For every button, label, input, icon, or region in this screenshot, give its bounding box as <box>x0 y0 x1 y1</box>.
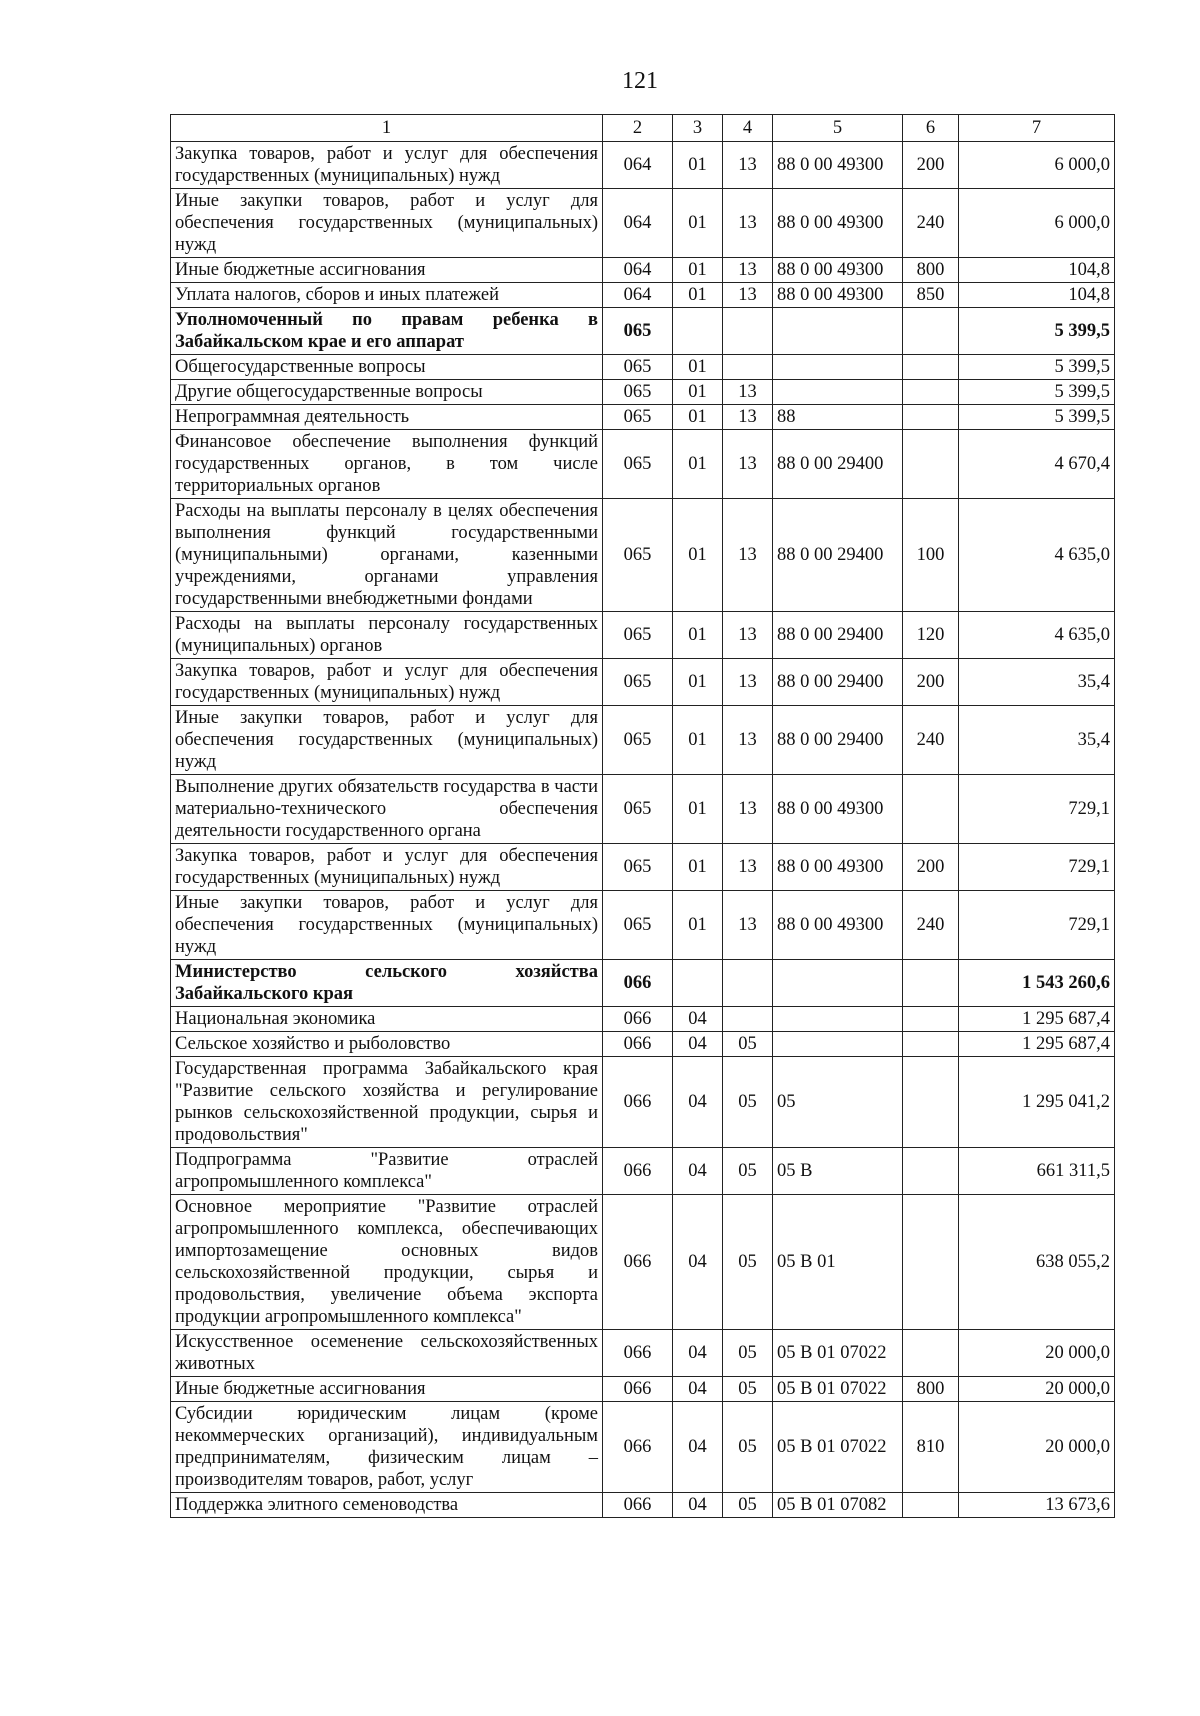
row-name-cell: Уполномоченный по правам ребенка в Забайкальском крае и его аппарат <box>171 308 603 355</box>
column-header: 3 <box>673 115 723 142</box>
row-amount-cell: 1 295 687,4 <box>959 1032 1115 1057</box>
row-name-cell: Иные закупки товаров, работ и услуг для обеспечения государственных (муниципальных) нужд <box>171 891 603 960</box>
table-row <box>171 430 1115 499</box>
row-expense-type-cell <box>903 775 959 844</box>
row-target-article-cell: 88 0 00 49300 <box>773 844 903 891</box>
row-section-cell: 01 <box>673 430 723 499</box>
row-subsection-cell: 13 <box>723 258 773 283</box>
row-section-cell: 04 <box>673 1195 723 1330</box>
row-target-article-cell <box>773 1007 903 1032</box>
row-amount-cell: 1 295 687,4 <box>959 1007 1115 1032</box>
row-target-article-cell: 05 В 01 07022 <box>773 1330 903 1377</box>
table-row <box>171 499 1115 612</box>
row-amount-cell: 35,4 <box>959 706 1115 775</box>
row-target-article-cell: 88 0 00 49300 <box>773 142 903 189</box>
column-header: 2 <box>603 115 673 142</box>
row-amount-cell: 5 399,5 <box>959 405 1115 430</box>
page-number: 121 <box>622 68 658 94</box>
row-name-cell: Расходы на выплаты персоналу в целях обеспечения выполнения функций государственными (муниципальными) органами, казенными учреждениями, органами управления государственными внебюджетными фондами <box>171 499 603 612</box>
row-section-cell: 01 <box>673 659 723 706</box>
row-ministry-code-cell: 065 <box>603 430 673 499</box>
row-name-cell: Уплата налогов, сборов и иных платежей <box>171 283 603 308</box>
row-expense-type-cell <box>903 960 959 1007</box>
row-subsection-cell: 13 <box>723 844 773 891</box>
row-ministry-code-cell: 065 <box>603 380 673 405</box>
row-expense-type-cell <box>903 1057 959 1148</box>
table-body <box>171 142 1115 1518</box>
row-section-cell: 01 <box>673 844 723 891</box>
row-ministry-code-cell: 064 <box>603 258 673 283</box>
row-subsection-cell <box>723 1007 773 1032</box>
row-amount-cell: 4 635,0 <box>959 499 1115 612</box>
row-expense-type-cell <box>903 1032 959 1057</box>
row-name-cell: Расходы на выплаты персоналу государственных (муниципальных) органов <box>171 612 603 659</box>
column-header: 4 <box>723 115 773 142</box>
row-ministry-code-cell: 065 <box>603 659 673 706</box>
row-section-cell: 04 <box>673 1148 723 1195</box>
table-row <box>171 189 1115 258</box>
table-row <box>171 659 1115 706</box>
row-name-cell: Субсидии юридическим лицам (кроме некоммерческих организаций), индивидуальным предпринимателям, физическим лицам – производителям товаров, работ, услуг <box>171 1402 603 1493</box>
row-expense-type-cell <box>903 308 959 355</box>
row-expense-type-cell: 120 <box>903 612 959 659</box>
row-section-cell: 04 <box>673 1330 723 1377</box>
row-ministry-code-cell: 065 <box>603 405 673 430</box>
row-section-cell: 01 <box>673 258 723 283</box>
row-subsection-cell: 13 <box>723 891 773 960</box>
row-ministry-code-cell: 064 <box>603 283 673 308</box>
table-row <box>171 355 1115 380</box>
row-target-article-cell <box>773 308 903 355</box>
row-subsection-cell <box>723 308 773 355</box>
row-name-cell: Поддержка элитного семеноводства <box>171 1493 603 1518</box>
row-ministry-code-cell: 065 <box>603 355 673 380</box>
row-target-article-cell: 05 В 01 07022 <box>773 1377 903 1402</box>
row-subsection-cell: 13 <box>723 499 773 612</box>
row-target-article-cell <box>773 960 903 1007</box>
table-row <box>171 1377 1115 1402</box>
row-subsection-cell: 13 <box>723 430 773 499</box>
row-ministry-code-cell: 066 <box>603 1007 673 1032</box>
table-row <box>171 380 1115 405</box>
row-section-cell: 01 <box>673 405 723 430</box>
row-amount-cell: 35,4 <box>959 659 1115 706</box>
row-expense-type-cell <box>903 1330 959 1377</box>
row-ministry-code-cell: 066 <box>603 960 673 1007</box>
row-subsection-cell: 13 <box>723 405 773 430</box>
row-expense-type-cell <box>903 1493 959 1518</box>
row-amount-cell: 1 295 041,2 <box>959 1057 1115 1148</box>
row-name-cell: Закупка товаров, работ и услуг для обеспечения государственных (муниципальных) нужд <box>171 142 603 189</box>
row-amount-cell: 20 000,0 <box>959 1402 1115 1493</box>
row-expense-type-cell: 200 <box>903 659 959 706</box>
row-subsection-cell: 05 <box>723 1377 773 1402</box>
row-target-article-cell: 88 0 00 29400 <box>773 430 903 499</box>
row-ministry-code-cell: 065 <box>603 308 673 355</box>
row-section-cell: 01 <box>673 142 723 189</box>
table-row <box>171 405 1115 430</box>
table-row <box>171 1148 1115 1195</box>
row-amount-cell: 5 399,5 <box>959 308 1115 355</box>
row-amount-cell: 661 311,5 <box>959 1148 1115 1195</box>
row-target-article-cell: 88 0 00 49300 <box>773 283 903 308</box>
row-subsection-cell: 13 <box>723 283 773 308</box>
row-amount-cell: 13 673,6 <box>959 1493 1115 1518</box>
table-row <box>171 1195 1115 1330</box>
row-ministry-code-cell: 066 <box>603 1148 673 1195</box>
row-subsection-cell: 05 <box>723 1402 773 1493</box>
row-section-cell: 01 <box>673 775 723 844</box>
row-expense-type-cell: 810 <box>903 1402 959 1493</box>
row-section-cell: 04 <box>673 1493 723 1518</box>
row-target-article-cell: 88 0 00 29400 <box>773 706 903 775</box>
row-ministry-code-cell: 066 <box>603 1330 673 1377</box>
row-target-article-cell: 05 В 01 07022 <box>773 1402 903 1493</box>
row-ministry-code-cell: 065 <box>603 706 673 775</box>
row-ministry-code-cell: 065 <box>603 612 673 659</box>
row-ministry-code-cell: 065 <box>603 775 673 844</box>
row-subsection-cell: 13 <box>723 775 773 844</box>
row-ministry-code-cell: 064 <box>603 189 673 258</box>
row-subsection-cell: 13 <box>723 380 773 405</box>
row-amount-cell: 729,1 <box>959 891 1115 960</box>
row-ministry-code-cell: 066 <box>603 1402 673 1493</box>
row-subsection-cell: 05 <box>723 1057 773 1148</box>
row-target-article-cell: 88 0 00 49300 <box>773 891 903 960</box>
row-name-cell: Государственная программа Забайкальского края "Развитие сельского хозяйства и регулирование рынков сельскохозяйственной продукции, сырья и продовольствия" <box>171 1057 603 1148</box>
row-name-cell: Основное мероприятие "Развитие отраслей агропромышленного комплекса, обеспечивающих импортозамещение основных видов сельскохозяйственной продукции, сырья и продовольствия, увеличение объема экспорта продукции агропромышленного комплекса" <box>171 1195 603 1330</box>
row-ministry-code-cell: 065 <box>603 844 673 891</box>
row-section-cell: 01 <box>673 891 723 960</box>
row-subsection-cell: 13 <box>723 659 773 706</box>
row-expense-type-cell: 240 <box>903 706 959 775</box>
row-expense-type-cell: 800 <box>903 258 959 283</box>
row-expense-type-cell <box>903 380 959 405</box>
row-amount-cell: 5 399,5 <box>959 380 1115 405</box>
row-target-article-cell <box>773 1032 903 1057</box>
row-amount-cell: 20 000,0 <box>959 1377 1115 1402</box>
row-ministry-code-cell: 066 <box>603 1195 673 1330</box>
table-row <box>171 1402 1115 1493</box>
column-header: 5 <box>773 115 903 142</box>
row-target-article-cell: 88 <box>773 405 903 430</box>
row-expense-type-cell <box>903 1148 959 1195</box>
table-row <box>171 1057 1115 1148</box>
row-name-cell: Министерство сельского хозяйства Забайкальского края <box>171 960 603 1007</box>
row-subsection-cell: 05 <box>723 1493 773 1518</box>
row-name-cell: Иные бюджетные ассигнования <box>171 258 603 283</box>
row-subsection-cell: 13 <box>723 142 773 189</box>
row-expense-type-cell: 240 <box>903 189 959 258</box>
table-header-row <box>171 115 1115 142</box>
row-target-article-cell: 88 0 00 49300 <box>773 775 903 844</box>
row-subsection-cell: 13 <box>723 612 773 659</box>
row-amount-cell: 104,8 <box>959 283 1115 308</box>
table-row <box>171 1032 1115 1057</box>
row-name-cell: Общегосударственные вопросы <box>171 355 603 380</box>
row-expense-type-cell: 240 <box>903 891 959 960</box>
row-section-cell: 04 <box>673 1402 723 1493</box>
row-target-article-cell: 88 0 00 49300 <box>773 258 903 283</box>
row-subsection-cell: 13 <box>723 189 773 258</box>
row-section-cell: 01 <box>673 380 723 405</box>
row-target-article-cell: 88 0 00 49300 <box>773 189 903 258</box>
row-subsection-cell: 13 <box>723 706 773 775</box>
row-expense-type-cell <box>903 1195 959 1330</box>
row-target-article-cell: 88 0 00 29400 <box>773 659 903 706</box>
row-name-cell: Финансовое обеспечение выполнения функций государственных органов, в том числе территориальных органов <box>171 430 603 499</box>
row-name-cell: Иные закупки товаров, работ и услуг для обеспечения государственных (муниципальных) нужд <box>171 706 603 775</box>
row-name-cell: Подпрограмма "Развитие отраслей агропромышленного комплекса" <box>171 1148 603 1195</box>
row-name-cell: Закупка товаров, работ и услуг для обеспечения государственных (муниципальных) нужд <box>171 659 603 706</box>
table-row <box>171 706 1115 775</box>
row-expense-type-cell <box>903 430 959 499</box>
row-ministry-code-cell: 064 <box>603 142 673 189</box>
row-amount-cell: 6 000,0 <box>959 189 1115 258</box>
row-ministry-code-cell: 066 <box>603 1032 673 1057</box>
row-amount-cell: 1 543 260,6 <box>959 960 1115 1007</box>
table-row <box>171 960 1115 1007</box>
row-name-cell: Иные закупки товаров, работ и услуг для обеспечения государственных (муниципальных) нужд <box>171 189 603 258</box>
table-row <box>171 308 1115 355</box>
row-subsection-cell: 05 <box>723 1148 773 1195</box>
row-name-cell: Другие общегосударственные вопросы <box>171 380 603 405</box>
row-section-cell <box>673 308 723 355</box>
row-name-cell: Национальная экономика <box>171 1007 603 1032</box>
row-ministry-code-cell: 066 <box>603 1377 673 1402</box>
row-subsection-cell <box>723 960 773 1007</box>
row-subsection-cell: 05 <box>723 1330 773 1377</box>
row-name-cell: Сельское хозяйство и рыболовство <box>171 1032 603 1057</box>
row-section-cell <box>673 960 723 1007</box>
row-expense-type-cell: 100 <box>903 499 959 612</box>
table-row <box>171 775 1115 844</box>
row-target-article-cell: 88 0 00 29400 <box>773 612 903 659</box>
row-amount-cell: 6 000,0 <box>959 142 1115 189</box>
row-subsection-cell: 05 <box>723 1195 773 1330</box>
row-target-article-cell <box>773 355 903 380</box>
table-row <box>171 1493 1115 1518</box>
row-amount-cell: 20 000,0 <box>959 1330 1115 1377</box>
table-row <box>171 1330 1115 1377</box>
row-amount-cell: 4 635,0 <box>959 612 1115 659</box>
row-target-article-cell: 05 <box>773 1057 903 1148</box>
table-row <box>171 612 1115 659</box>
row-target-article-cell: 88 0 00 29400 <box>773 499 903 612</box>
row-expense-type-cell <box>903 405 959 430</box>
row-subsection-cell: 05 <box>723 1032 773 1057</box>
row-section-cell: 01 <box>673 355 723 380</box>
column-header: 1 <box>171 115 603 142</box>
row-target-article-cell: 05 В 01 07082 <box>773 1493 903 1518</box>
row-section-cell: 01 <box>673 283 723 308</box>
row-section-cell: 01 <box>673 612 723 659</box>
table-row <box>171 258 1115 283</box>
table-row <box>171 844 1115 891</box>
row-target-article-cell: 05 В <box>773 1148 903 1195</box>
table-row <box>171 142 1115 189</box>
row-expense-type-cell: 800 <box>903 1377 959 1402</box>
row-ministry-code-cell: 066 <box>603 1057 673 1148</box>
table-row <box>171 1007 1115 1032</box>
row-ministry-code-cell: 065 <box>603 499 673 612</box>
row-expense-type-cell: 850 <box>903 283 959 308</box>
row-target-article-cell <box>773 380 903 405</box>
row-section-cell: 04 <box>673 1377 723 1402</box>
row-amount-cell: 4 670,4 <box>959 430 1115 499</box>
row-name-cell: Непрограммная деятельность <box>171 405 603 430</box>
row-section-cell: 01 <box>673 189 723 258</box>
row-amount-cell: 5 399,5 <box>959 355 1115 380</box>
row-amount-cell: 104,8 <box>959 258 1115 283</box>
row-name-cell: Закупка товаров, работ и услуг для обеспечения государственных (муниципальных) нужд <box>171 844 603 891</box>
row-target-article-cell: 05 В 01 <box>773 1195 903 1330</box>
row-section-cell: 01 <box>673 706 723 775</box>
row-amount-cell: 729,1 <box>959 844 1115 891</box>
row-section-cell: 04 <box>673 1007 723 1032</box>
row-expense-type-cell <box>903 1007 959 1032</box>
row-section-cell: 04 <box>673 1032 723 1057</box>
table-row <box>171 891 1115 960</box>
row-ministry-code-cell: 066 <box>603 1493 673 1518</box>
row-expense-type-cell <box>903 355 959 380</box>
column-header: 7 <box>959 115 1115 142</box>
row-expense-type-cell: 200 <box>903 142 959 189</box>
row-name-cell: Иные бюджетные ассигнования <box>171 1377 603 1402</box>
table-row <box>171 283 1115 308</box>
row-subsection-cell <box>723 355 773 380</box>
row-name-cell: Выполнение других обязательств государства в части материально-технического обеспечения деятельности государственного органа <box>171 775 603 844</box>
row-section-cell: 01 <box>673 499 723 612</box>
budget-table <box>170 114 1115 1518</box>
row-section-cell: 04 <box>673 1057 723 1148</box>
column-header: 6 <box>903 115 959 142</box>
row-name-cell: Искусственное осеменение сельскохозяйственных животных <box>171 1330 603 1377</box>
row-ministry-code-cell: 065 <box>603 891 673 960</box>
row-amount-cell: 638 055,2 <box>959 1195 1115 1330</box>
row-amount-cell: 729,1 <box>959 775 1115 844</box>
row-expense-type-cell: 200 <box>903 844 959 891</box>
